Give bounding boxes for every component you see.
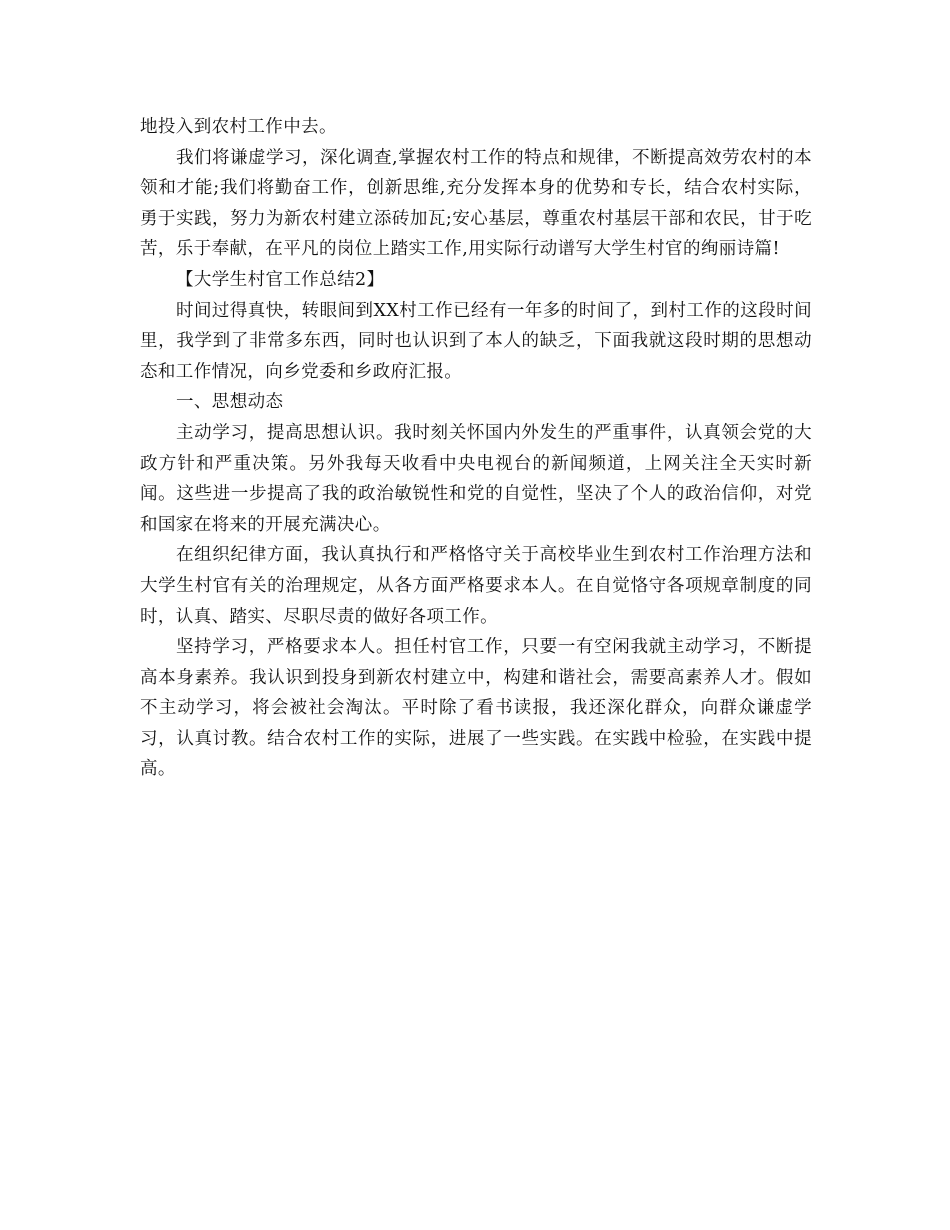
section-heading-summary-2: 【大学生村官工作总结2】 [176, 269, 385, 290]
paragraph-continuation: 地投入到农村工作中去。 [140, 117, 337, 137]
paragraph-discipline: 在组织纪律方面，我认真执行和严格恪守关于高校毕业生到农村工作治理方法和大学生村官有关的治理规定，从各方面严格要求本人。在自觉恪守各项规章制度的同时，认真、踏实、尽职尽责的做好各项工作。 [140, 545, 812, 627]
paragraph-continuous-study: 坚持学习，严格要求本人。担任村官工作，只要一有空闲我就主动学习，不断提高本身素养。我认识到投身到新农村建立中，构建和谐社会，需要高素养人才。假如不主动学习，将会被社会淘汰。平时除了看书读报，我还深化群众，向群众谦虚学习，认真讨教。结合农村工作的实际，进展了一些实践。在实践中检验，在实践中提高。 [140, 637, 812, 780]
paragraph-introduction: 时间过得真快，转眼间到XX村工作已经有一年多的时间了，到村工作的这段时间里，我学到了非常多东西，同时也认识到了本人的缺乏，下面我就这段时期的思想动态和工作情况，向乡党委和乡政府汇报。 [140, 300, 812, 382]
document-body [140, 112, 812, 785]
subheading-ideological-status: 一、思想动态 [176, 392, 284, 413]
paragraph-active-learning: 主动学习，提高思想认识。我时刻关怀国内外发生的严重事件，认真领会党的大政方针和严重决策。另外我每天收看中央电视台的新闻频道，上网关注全天实时新闻。这些进一步提高了我的政治敏锐性和党的自觉性，坚决了个人的政治信仰，对党和国家在将来的开展充满决心。 [140, 422, 812, 535]
paragraph-commitment: 我们将谦虚学习，深化调查,掌握农村工作的特点和规律，不断提高效劳农村的本领和才能;我们将勤奋工作，创新思维,充分发挥本身的优势和专长，结合农村实际，勇于实践，努力为新农村建立添砖加瓦;安心基层，尊重农村基层干部和农民，甘于吃苦，乐于奉献，在平凡的岗位上踏实工作,用实际行动谱写大学生村官的绚丽诗篇! [140, 147, 812, 260]
